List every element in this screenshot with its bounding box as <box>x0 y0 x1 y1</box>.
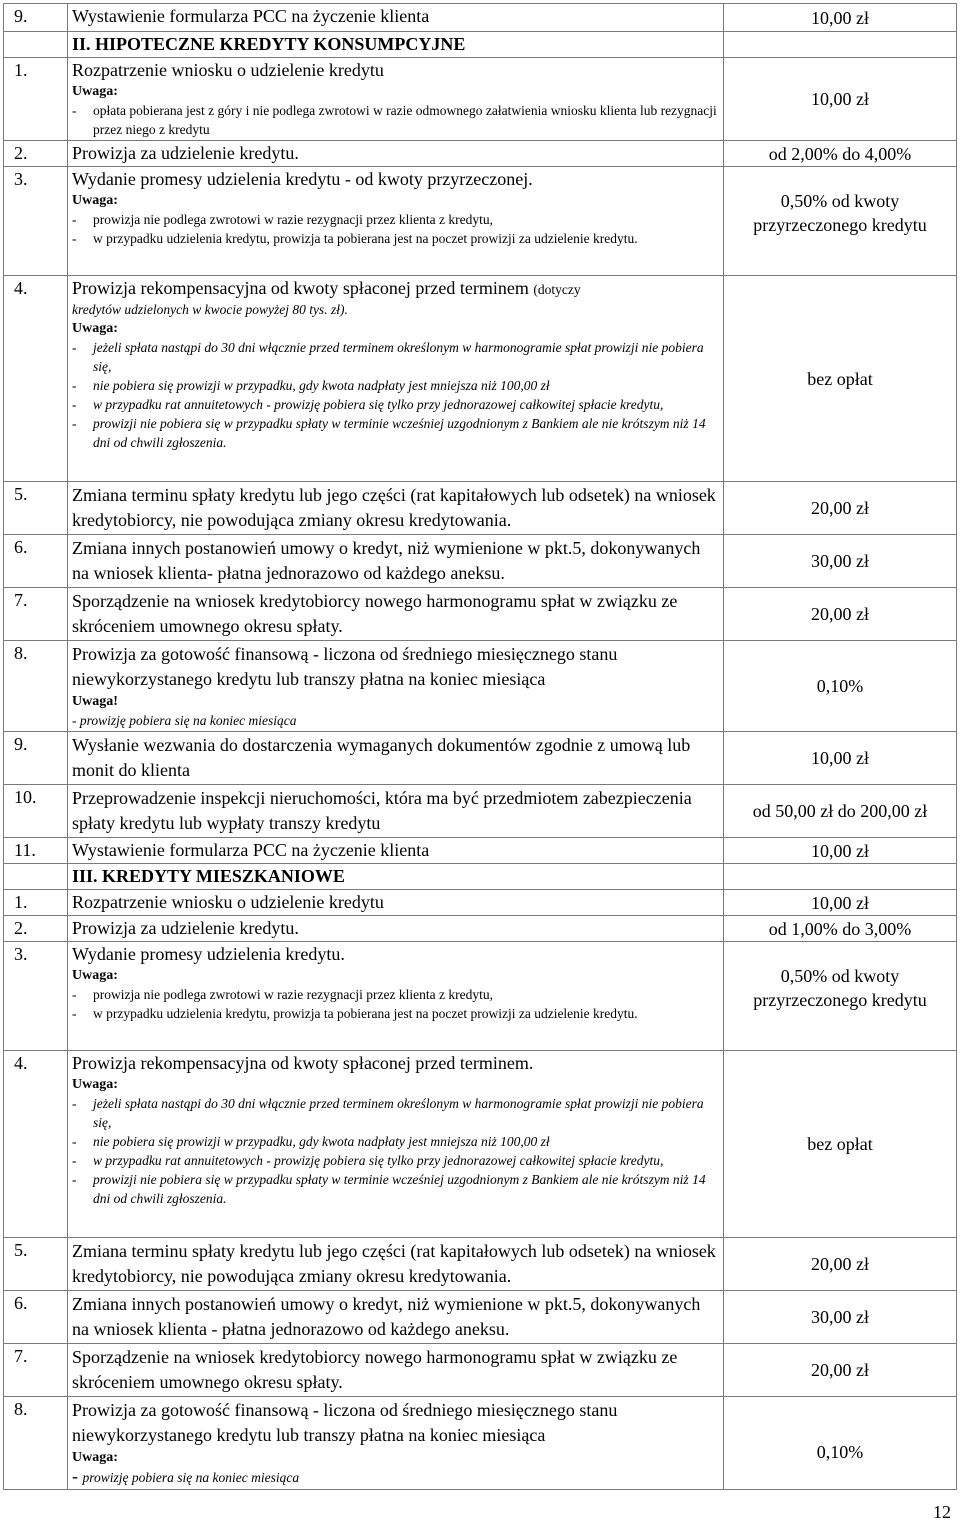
note-item: - prowizję pobiera się na koniec miesiąca <box>72 1466 300 1486</box>
table-row <box>4 732 957 785</box>
row-subtitle: kredytów udzielonych w kwocie powyżej 80 tys. zł). <box>72 302 348 317</box>
note-title: Uwaga: <box>72 1077 118 1092</box>
row-title: Prowizja za gotowość finansową - liczona od średniego miesięcznego stanu niewykorzystanego kredytu lub transzy płatna na koniec miesiąca <box>72 644 618 689</box>
table-row <box>4 141 957 167</box>
row-value: bez opłat <box>724 1051 957 1238</box>
row-value: od 50,00 zł do 200,00 zł <box>724 785 957 838</box>
note-item: - w przypadku rat annuitetowych - prowizję pobiera się tylko przy jednorazowej całkowitej spłacie kredytu, <box>72 1153 664 1168</box>
row-number: 5. <box>4 482 68 535</box>
row-number: 2. <box>4 916 68 942</box>
note-item: - nie pobiera się prowizji w przypadku, gdy kwota nadpłaty jest mniejsza niż 100,00 zł <box>72 1134 550 1149</box>
section-heading: II. HIPOTECZNE KREDYTY KONSUMPCYJNE <box>72 34 466 54</box>
table-row <box>4 890 957 916</box>
row-value: od 2,00% do 4,00% <box>724 141 957 167</box>
row-title: Zmiana innych postanowień umowy o kredyt, niż wymienione w pkt.5, dokonywanych na wniosek klienta- płatna jednorazowo od każdego aneksu. <box>72 538 701 583</box>
note-item: - prowizji nie pobiera się w przypadku spłaty w terminie wcześniej uzgodnionym z Bankiem ale nie krótszym niż 14 dni od chwili zgłoszenia. <box>72 1172 706 1206</box>
row-number: 3. <box>4 167 68 276</box>
row-title: Zmiana terminu spłaty kredytu lub jego części (rat kapitałowych lub odsetek) na wniosek kredytobiorcy, nie powodująca zmiany okresu kredytowania. <box>72 485 716 530</box>
row-value: 20,00 zł <box>724 1344 957 1397</box>
note-item: - w przypadku udzielenia kredytu, prowizja ta pobierana jest na poczet prowizji za udzielenie kredytu. <box>72 231 638 246</box>
row-value: 10,00 zł <box>724 838 957 864</box>
row-title: Wystawienie formularza PCC na życzenie klienta <box>72 840 430 860</box>
page-number: 12 <box>933 1502 951 1522</box>
row-number: 2. <box>4 141 68 167</box>
table-row <box>4 1344 957 1397</box>
note-title: Uwaga: <box>72 968 118 983</box>
note-title: Uwaga: <box>72 321 118 336</box>
row-value: 30,00 zł <box>724 1291 957 1344</box>
note-title: Uwaga: <box>72 1450 118 1465</box>
table-row <box>4 641 957 732</box>
row-value: 20,00 zł <box>724 1238 957 1291</box>
note-item: - opłata pobierana jest z góry i nie podlega zwrotowi w razie odmownego załatwienia wniosku klienta lub rezygnacji przez niego z kredytu <box>72 103 717 137</box>
row-title: Zmiana terminu spłaty kredytu lub jego części (rat kapitałowych lub odsetek) na wniosek kredytobiorcy, nie powodująca zmiany okresu kredytowania. <box>72 1241 716 1286</box>
row-value: 10,00 zł <box>724 4 957 32</box>
row-number: 6. <box>4 1291 68 1344</box>
fee-table <box>3 3 957 1490</box>
note-title: Uwaga: <box>72 193 118 208</box>
table-row <box>4 1397 957 1490</box>
note-title: Uwaga: <box>72 84 118 99</box>
row-number: 9. <box>4 4 68 32</box>
table-row <box>4 838 957 864</box>
row-title: Przeprowadzenie inspekcji nieruchomości, która ma być przedmiotem zabezpieczenia spłaty kredytu lub wypłaty transzy kredytu <box>72 788 692 833</box>
row-number: 7. <box>4 588 68 641</box>
row-number: 8. <box>4 641 68 732</box>
note-item: - jeżeli spłata nastąpi do 30 dni włącznie przed terminem określonym w harmonogramie spłat prowizji nie pobiera się, <box>72 340 704 374</box>
note-item: - jeżeli spłata nastąpi do 30 dni włącznie przed terminem określonym w harmonogramie spłat prowizji nie pobiera się, <box>72 1096 704 1130</box>
row-number: 6. <box>4 535 68 588</box>
row-title: Wydanie promesy udzielenia kredytu - od kwoty przyrzeczonej. <box>72 169 533 189</box>
row-value: bez opłat <box>724 276 957 482</box>
row-number: 11. <box>4 838 68 864</box>
row-number: 4. <box>4 1051 68 1238</box>
row-value: 0,50% od kwoty przyrzeczonego kredytu <box>724 167 957 276</box>
row-value: 20,00 zł <box>724 482 957 535</box>
row-title: Wydanie promesy udzielenia kredytu. <box>72 944 345 964</box>
section-heading: III. KREDYTY MIESZKANIOWE <box>72 866 345 886</box>
row-value: 0,10% <box>724 641 957 732</box>
row-number: 3. <box>4 942 68 1051</box>
row-value: 20,00 zł <box>724 588 957 641</box>
row-title: Prowizja za udzielenie kredytu. <box>72 918 299 938</box>
table-row <box>4 58 957 141</box>
section-heading-row <box>4 32 957 58</box>
note-item: - prowizję pobiera się na koniec miesiąca <box>72 713 297 728</box>
row-number: 1. <box>4 58 68 141</box>
row-number: 9. <box>4 732 68 785</box>
table-row <box>4 4 957 32</box>
row-title-extra: (dotyczy <box>533 282 581 297</box>
row-number: 8. <box>4 1397 68 1490</box>
table-row <box>4 785 957 838</box>
table-row <box>4 482 957 535</box>
row-title: Prowizja rekompensacyjna od kwoty spłaconej przed terminem <box>72 278 529 298</box>
row-title: Prowizja za udzielenie kredytu. <box>72 143 299 163</box>
section-heading-row <box>4 864 957 890</box>
row-title: Rozpatrzenie wniosku o udzielenie kredytu <box>72 60 384 80</box>
table-row <box>4 588 957 641</box>
note-item: - prowizja nie podlega zwrotowi w razie rezygnacji przez klienta z kredytu, <box>72 987 493 1002</box>
row-title: Sporządzenie na wniosek kredytobiorcy nowego harmonogramu spłat w związku ze skróceniem umownego okresu spłaty. <box>72 1347 678 1392</box>
table-row <box>4 276 957 482</box>
row-number: 7. <box>4 1344 68 1397</box>
note-title: Uwaga! <box>72 694 118 709</box>
table-row <box>4 916 957 942</box>
row-value: 30,00 zł <box>724 535 957 588</box>
row-number: 1. <box>4 890 68 916</box>
row-title: Wystawienie formularza PCC na życzenie klienta <box>72 6 430 26</box>
row-title: Prowizja za gotowość finansową - liczona od średniego miesięcznego stanu niewykorzystanego kredytu lub transzy płatna na koniec miesiąca <box>72 1400 618 1445</box>
row-value: 0,10% <box>724 1397 957 1490</box>
table-row <box>4 167 957 276</box>
row-number: 4. <box>4 276 68 482</box>
row-title: Wysłanie wezwania do dostarczenia wymaganych dokumentów zgodnie z umową lub monit do klienta <box>72 735 691 780</box>
note-item: - prowizja nie podlega zwrotowi w razie rezygnacji przez klienta z kredytu, <box>72 212 493 227</box>
row-number: 5. <box>4 1238 68 1291</box>
row-value: 10,00 zł <box>724 890 957 916</box>
note-item: - nie pobiera się prowizji w przypadku, gdy kwota nadpłaty jest mniejsza niż 100,00 zł <box>72 378 550 393</box>
row-title: Zmiana innych postanowień umowy o kredyt, niż wymienione w pkt.5, dokonywanych na wniosek klienta - płatna jednorazowo od każdego aneksu. <box>72 1294 701 1339</box>
row-value: 10,00 zł <box>724 58 957 141</box>
row-title: Rozpatrzenie wniosku o udzielenie kredytu <box>72 892 384 912</box>
row-value: od 1,00% do 3,00% <box>724 916 957 942</box>
row-value: 0,50% od kwoty przyrzeczonego kredytu <box>724 942 957 1051</box>
note-item: - prowizji nie pobiera się w przypadku spłaty w terminie wcześniej uzgodnionym z Bankiem ale nie krótszym niż 14 dni od chwili zgłoszenia. <box>72 416 706 450</box>
row-value: 10,00 zł <box>724 732 957 785</box>
note-item: - w przypadku rat annuitetowych - prowizję pobiera się tylko przy jednorazowej całkowitej spłacie kredytu, <box>72 397 664 412</box>
row-title: Prowizja rekompensacyjna od kwoty spłaconej przed terminem. <box>72 1053 534 1073</box>
table-row <box>4 1291 957 1344</box>
row-title: Sporządzenie na wniosek kredytobiorcy nowego harmonogramu spłat w związku ze skróceniem umownego okresu spłaty. <box>72 591 678 636</box>
table-row <box>4 1051 957 1238</box>
note-item: - w przypadku udzielenia kredytu, prowizja ta pobierana jest na poczet prowizji za udzielenie kredytu. <box>72 1006 638 1021</box>
row-number: 10. <box>4 785 68 838</box>
table-row <box>4 535 957 588</box>
table-row <box>4 942 957 1051</box>
table-row <box>4 1238 957 1291</box>
